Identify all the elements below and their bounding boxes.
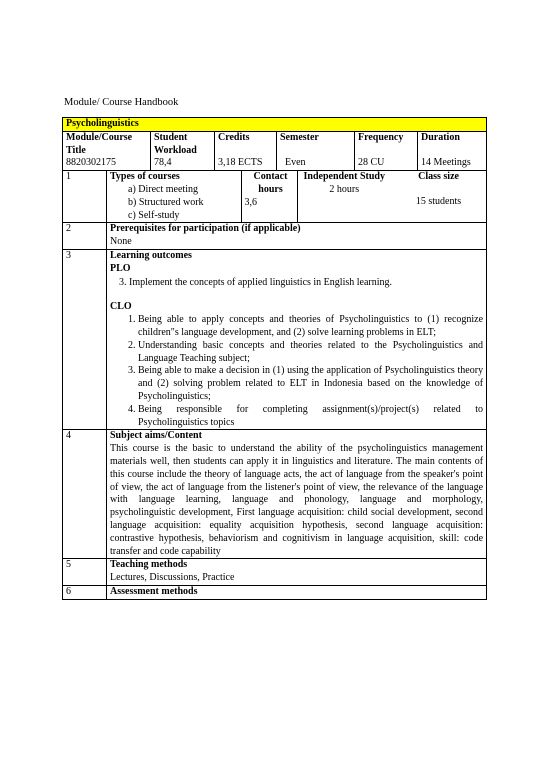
section-2-row bbox=[63, 223, 487, 250]
teaching-methods-body: Lectures, Discussions, Practice bbox=[110, 572, 235, 584]
clo-item: 3. Being able to make a decision in (1) using the application of Psycholinguistics theory and (2) solving problem related to ELT in Indonesia based on the knowledge of Psycholinguistics; bbox=[138, 365, 483, 403]
clo-item: 4. Being responsible for completing assignment(s)/project(s) related to Psycholinguistics topics bbox=[138, 404, 483, 430]
semester-value: Even bbox=[277, 157, 355, 170]
frequency-value: 28 CU bbox=[355, 157, 418, 170]
section-1-row bbox=[63, 171, 487, 223]
clo-item: 2. Understanding basic concepts and theories related to the Psycholinguistics and Language Teaching subject; bbox=[138, 340, 483, 366]
subject-aims-title: Subject aims/Content bbox=[110, 430, 202, 442]
course-table bbox=[62, 117, 487, 600]
course-name-row bbox=[63, 118, 487, 132]
course-name: Psycholinguistics bbox=[63, 118, 487, 132]
section-3-number: 3 bbox=[63, 249, 107, 429]
prerequisites-body: None bbox=[110, 236, 132, 248]
credits-value: 3,18 ECTS bbox=[215, 157, 277, 170]
independent-study-label: Independent Study bbox=[303, 171, 385, 183]
workload-header: Student Workload bbox=[151, 131, 215, 157]
class-size-value: 15 students bbox=[415, 195, 462, 207]
plo-item: 3. Implement the concepts of applied linguistics in English learning. bbox=[119, 276, 392, 288]
section-6-row bbox=[63, 585, 487, 599]
duration-header: Duration bbox=[418, 131, 487, 157]
types-label: Types of courses bbox=[110, 171, 180, 183]
semester-header: Semester bbox=[277, 131, 355, 157]
subject-aims-body: This course is the basic to understand the ability of the psycholinguistics management materials well, then students can apply it in linguistics and literature. The main contents of this course include the theory of language acts, the act of language from the speaker's point of view, the act of language from the listener's point of view, the relevance of the language with language learning, language and phonology, language and morphology, psycholinguistic development, First language acquisition: child social development, second language acquisition: equality acquisition hypothesis, second language acquisition: contrastive hypothesis, behaviorism and cognitivism in language acquisition, skill: code transfer and code capability bbox=[110, 443, 484, 557]
clo-label: CLO bbox=[110, 301, 132, 313]
type-self-study: c) Self-study bbox=[128, 209, 180, 221]
course-types-table bbox=[107, 171, 486, 222]
frequency-header: Frequency bbox=[355, 131, 418, 157]
teaching-methods-title: Teaching methods bbox=[110, 559, 188, 571]
clo-list bbox=[110, 314, 483, 429]
workload-value: 78,4 bbox=[151, 157, 215, 170]
assessment-methods-title: Assessment methods bbox=[110, 585, 198, 597]
type-structured: b) Structured work bbox=[128, 196, 204, 208]
module-code: 8820302175 bbox=[63, 157, 151, 170]
contact-hours-label: Contact hours bbox=[253, 171, 288, 195]
section-3-row bbox=[63, 249, 487, 429]
learning-outcomes-title: Learning outcomes bbox=[110, 249, 192, 261]
section-1-number: 1 bbox=[63, 171, 107, 223]
type-direct: a) Direct meeting bbox=[128, 183, 198, 195]
module-title-header: Module/Course Title bbox=[63, 131, 151, 157]
section-5-number: 5 bbox=[63, 559, 107, 586]
clo-item: 1. Being able to apply concepts and theories of Psycholinguistics to (1) recognize children"s language development, and (2) solve learning problems in ELT; bbox=[138, 314, 483, 340]
section-4-number: 4 bbox=[63, 430, 107, 559]
values-row bbox=[63, 157, 487, 170]
independent-study-value: 2 hours bbox=[329, 183, 360, 195]
section-6-number: 6 bbox=[63, 585, 107, 599]
header-row bbox=[63, 131, 487, 157]
section-5-row bbox=[63, 559, 487, 586]
contact-hours-value: 3,6 bbox=[244, 196, 257, 208]
plo-label: PLO bbox=[110, 262, 131, 274]
section-4-row bbox=[63, 430, 487, 559]
handbook-label: Module/ Course Handbook bbox=[64, 97, 179, 108]
class-size-label: Class size bbox=[418, 171, 459, 183]
prerequisites-title: Prerequisites for participation (if applicable) bbox=[110, 223, 301, 235]
credits-header: Credits bbox=[215, 131, 277, 157]
section-2-number: 2 bbox=[63, 223, 107, 250]
duration-value: 14 Meetings bbox=[418, 157, 487, 170]
